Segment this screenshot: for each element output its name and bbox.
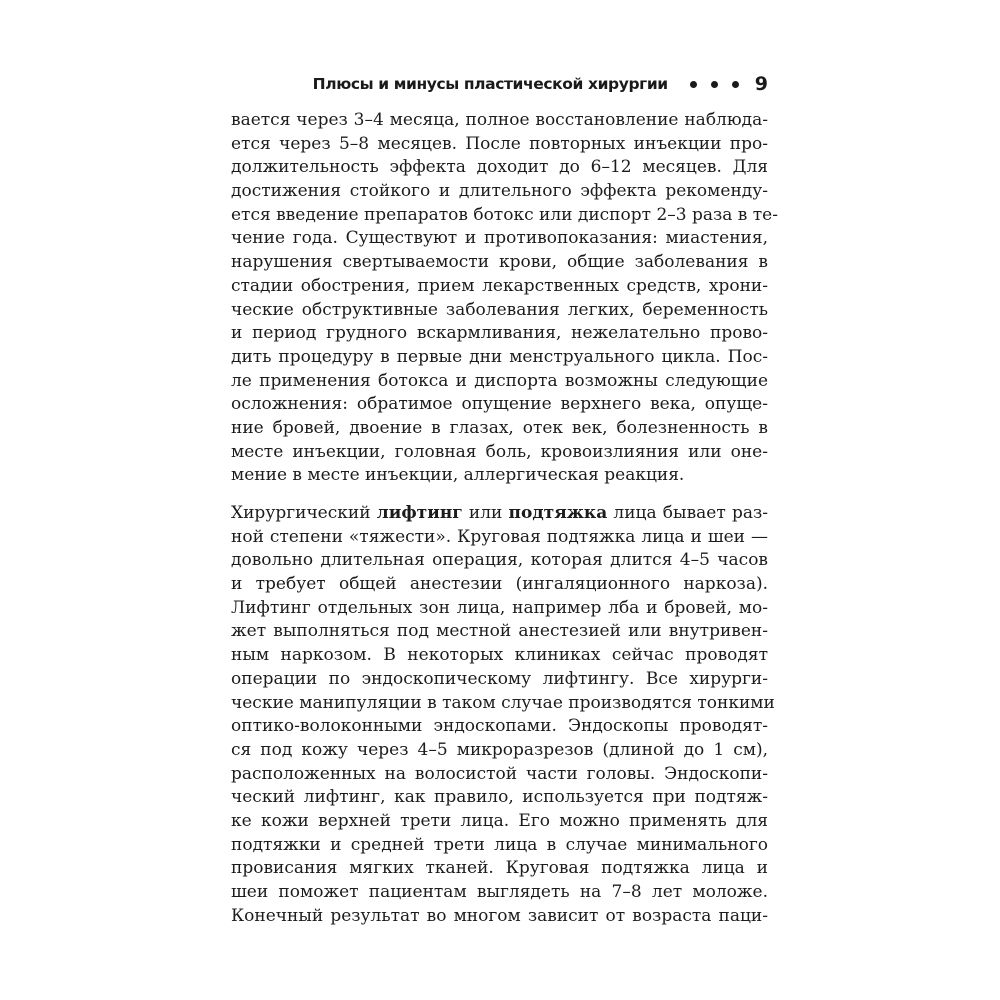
bullet-dot-icon: [732, 81, 739, 88]
paragraph-spacer: [231, 488, 768, 502]
text-line: ке кожи верхней трети лица. Его можно применять для: [231, 810, 768, 831]
term-tightening: подтяжка: [508, 503, 608, 523]
text-line: ной степени «тяжести». Круговая подтяжка лица и шеи —: [231, 526, 768, 547]
text-line: [231, 502, 768, 526]
chapter-title: Плюсы и минусы пластической хирургии: [312, 75, 668, 93]
header-dots: [690, 81, 739, 88]
text-line: шеи поможет пациентам выглядеть на 7–8 лет моложе.: [231, 882, 768, 902]
text-line: оптико-волоконными эндоскопами. Эндоскопы проводят-: [231, 716, 768, 737]
text-line: чение года. Существуют и противопоказания: миастения,: [231, 228, 768, 249]
text-line: и период грудного вскармливания, нежелательно прово-: [231, 323, 768, 344]
text-line: ется через 5–8 месяцев. После повторных инъекции про-: [231, 133, 768, 154]
text-line: жет выполняться под местной анестезией или внутривен-: [231, 621, 768, 642]
text-line: Конечный результат во многом зависит от возраста паци-: [231, 905, 768, 926]
text-line: стадии обострения, прием лекарственных средств, хрони-: [231, 275, 768, 296]
paragraph-botox: [231, 109, 778, 488]
text-line: осложнения: обратимое опущение верхнего века, опуще-: [231, 394, 768, 415]
text-line: достижения стойкого и длительного эффекта рекоменду-: [231, 181, 768, 202]
text-line: ческие обструктивные заболевания легких, беременность: [231, 299, 768, 320]
text-line: ным наркозом. В некоторых клиниках сейчас проводят: [231, 645, 768, 666]
text-line: дить процедуру в первые дни менструального цикла. Пос-: [231, 346, 768, 367]
text-line: ле применения ботокса и диспорта возможны следующие: [231, 370, 768, 391]
page-number: 9: [754, 72, 768, 95]
text-line: ся под кожу через 4–5 микроразрезов (длиной до 1 см),: [231, 739, 768, 760]
text-line: ческий лифтинг, как правило, используется при подтяж-: [231, 787, 768, 808]
bullet-dot-icon: [690, 81, 697, 88]
text-line: ется введение препаратов ботокс или диспорт 2–3 раза в те-: [231, 204, 778, 225]
text-line: провисания мягких тканей. Круговая подтяжка лица и: [231, 858, 768, 879]
body-text: [231, 109, 778, 928]
text-line: ние бровей, двоение в глазах, отек век, болезненность в: [231, 417, 768, 438]
text-line: операции по эндоскопическому лифтингу. Все хирурги-: [231, 668, 768, 689]
text-line: довольно длительная операция, которая длится 4–5 часов: [231, 550, 768, 571]
text-run: Хирургический: [231, 503, 377, 523]
text-line: нарушения свертываемости крови, общие заболевания в: [231, 252, 768, 273]
paragraph-lifting: [231, 502, 775, 928]
text-run: или: [462, 503, 509, 523]
text-run: лица бывает раз-: [607, 503, 768, 523]
text-line: расположенных на волосистой части головы. Эндоскопи-: [231, 763, 768, 784]
text-line: ческие манипуляции в таком случае производятся тонкими: [231, 692, 775, 713]
text-line: месте инъекции, головная боль, кровоизлияния или оне-: [231, 441, 768, 462]
text-line: и требует общей анестезии (ингаляционного наркоза).: [231, 574, 768, 595]
text-line: подтяжки и средней трети лица в случае минимального: [231, 834, 768, 855]
text-line: вается через 3–4 месяца, полное восстановление наблюда-: [231, 110, 768, 130]
text-line: должительность эффекта доходит до 6–12 месяцев. Для: [231, 157, 768, 178]
text-line: Лифтинг отдельных зон лица, например лба и бровей, мо-: [231, 597, 768, 618]
running-header: [231, 71, 768, 97]
bullet-dot-icon: [711, 81, 718, 88]
text-line: мение в месте инъекции, аллергическая реакция.: [231, 465, 685, 486]
term-lifting: лифтинг: [376, 503, 463, 523]
